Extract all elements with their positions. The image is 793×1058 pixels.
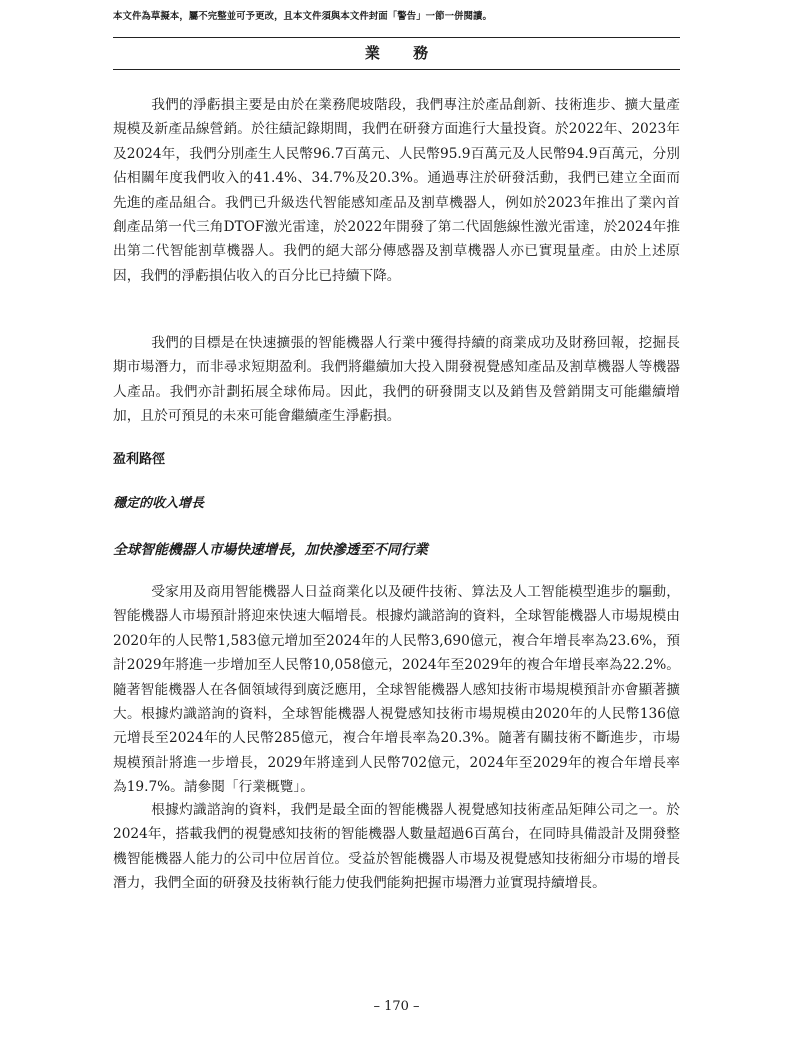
paragraph-net-loss [113,93,680,288]
paragraph-market-text: 受家用及商用智能機器人日益商業化以及硬件技術、算法及人工智能模型進步的驅動，智能機器人市場預計將迎來快速大幅增長。根據灼識諮詢的資料，全球智能機器人市場規模由2020年的人民幣1,583億元增加至2024年的人民幣3,690億元，複合年增長率為23.6%，預計2029年將進一步增加至人民幣10,058億元，2024年至2029年的複合年增長率為22.2%。隨著智能機器人在各個領域得到廣泛應用，全球智能機器人感知技術市場規模預計亦會顯著擴大。根據灼識諮詢的資料，全球智能機器人視覺感知技術市場規模由2020年的人民幣136億元增長至2024年的人民幣285億元，複合年增長率為20.3%。隨著有關技術不斷進步，市場規模預計將進一步增長，2029年將達到人民幣702億元，2024年至2029年的複合年增長率為19.7%。請參閱「行業概覽」。 [113,584,680,796]
paragraph-goals-text: 我們的目標是在快速擴張的智能機器人行業中獲得持續的商業成功及財務回報，挖掘長期市場潛力，而非尋求短期盈利。我們將繼續加大投入開發視覺感知產品及割草機器人等機器人產品。我們亦計劃拓展全球佈局。因此，我們的研發開支以及銷售及營銷開支可能繼續增加，且於可預見的未來可能會繼續產生淨虧損。 [113,335,680,425]
heading-profit-path: 盈利路徑 [113,452,166,467]
heading-stable-growth: 穩定的收入增長 [113,496,205,511]
paragraph-goals [113,331,680,429]
heading-market-growth: 全球智能機器人市場快速增長，加快滲透至不同行業 [113,542,428,558]
paragraph-net-loss-text: 我們的淨虧損主要是由於在業務爬坡階段，我們專注於產品創新、技術進步、擴大量產規模及新產品線營銷。於往績記錄期間，我們在研發方面進行大量投資。於2022年、2023年及2024年，我們分別產生人民幣96.7百萬元、人民幣95.9百萬元及人民幣94.9百萬元，分別佔相關年度我們收入的41.4%、34.7%及20.3%。通過專注於研發活動，我們已建立全面而先進的產品組合。我們已升級迭代智能感知產品及割草機器人，例如於2023年推出了業內首創產品第一代三角DTOF激光雷達，於2022年開發了第二代固態線性激光雷達，於2024年推出第二代智能割草機器人。我們的絕大部分傳感器及割草機器人亦已實現量產。由於上述原因，我們的淨虧損佔收入的百分比已持續下降。 [113,97,680,284]
header-bottom-rule [113,69,680,70]
paragraph-market [113,580,680,800]
paragraph-position-text: 根據灼識諮詢的資料，我們是最全面的智能機器人視覺感知技術產品矩陣公司之一。於2024年，搭載我們的視覺感知技術的智能機器人數量超過6百萬台，在同時具備設計及開發整機智能機器人能力的公司中位居首位。受益於智能機器人市場及視覺感知技術細分市場的增長潛力，我們全面的研發及技術執行能力使我們能夠把握市場潛力並實現持續增長。 [113,802,680,892]
draft-notice: 本文件為草擬本，屬不完整並可予更改，且本文件須與本文件封面「警告」一節一併閱讀。 [113,11,493,22]
paragraph-position [113,798,680,896]
section-title: 業 務 [364,44,443,62]
header-top-rule [113,37,680,38]
page-number: – 170 – [373,999,420,1014]
